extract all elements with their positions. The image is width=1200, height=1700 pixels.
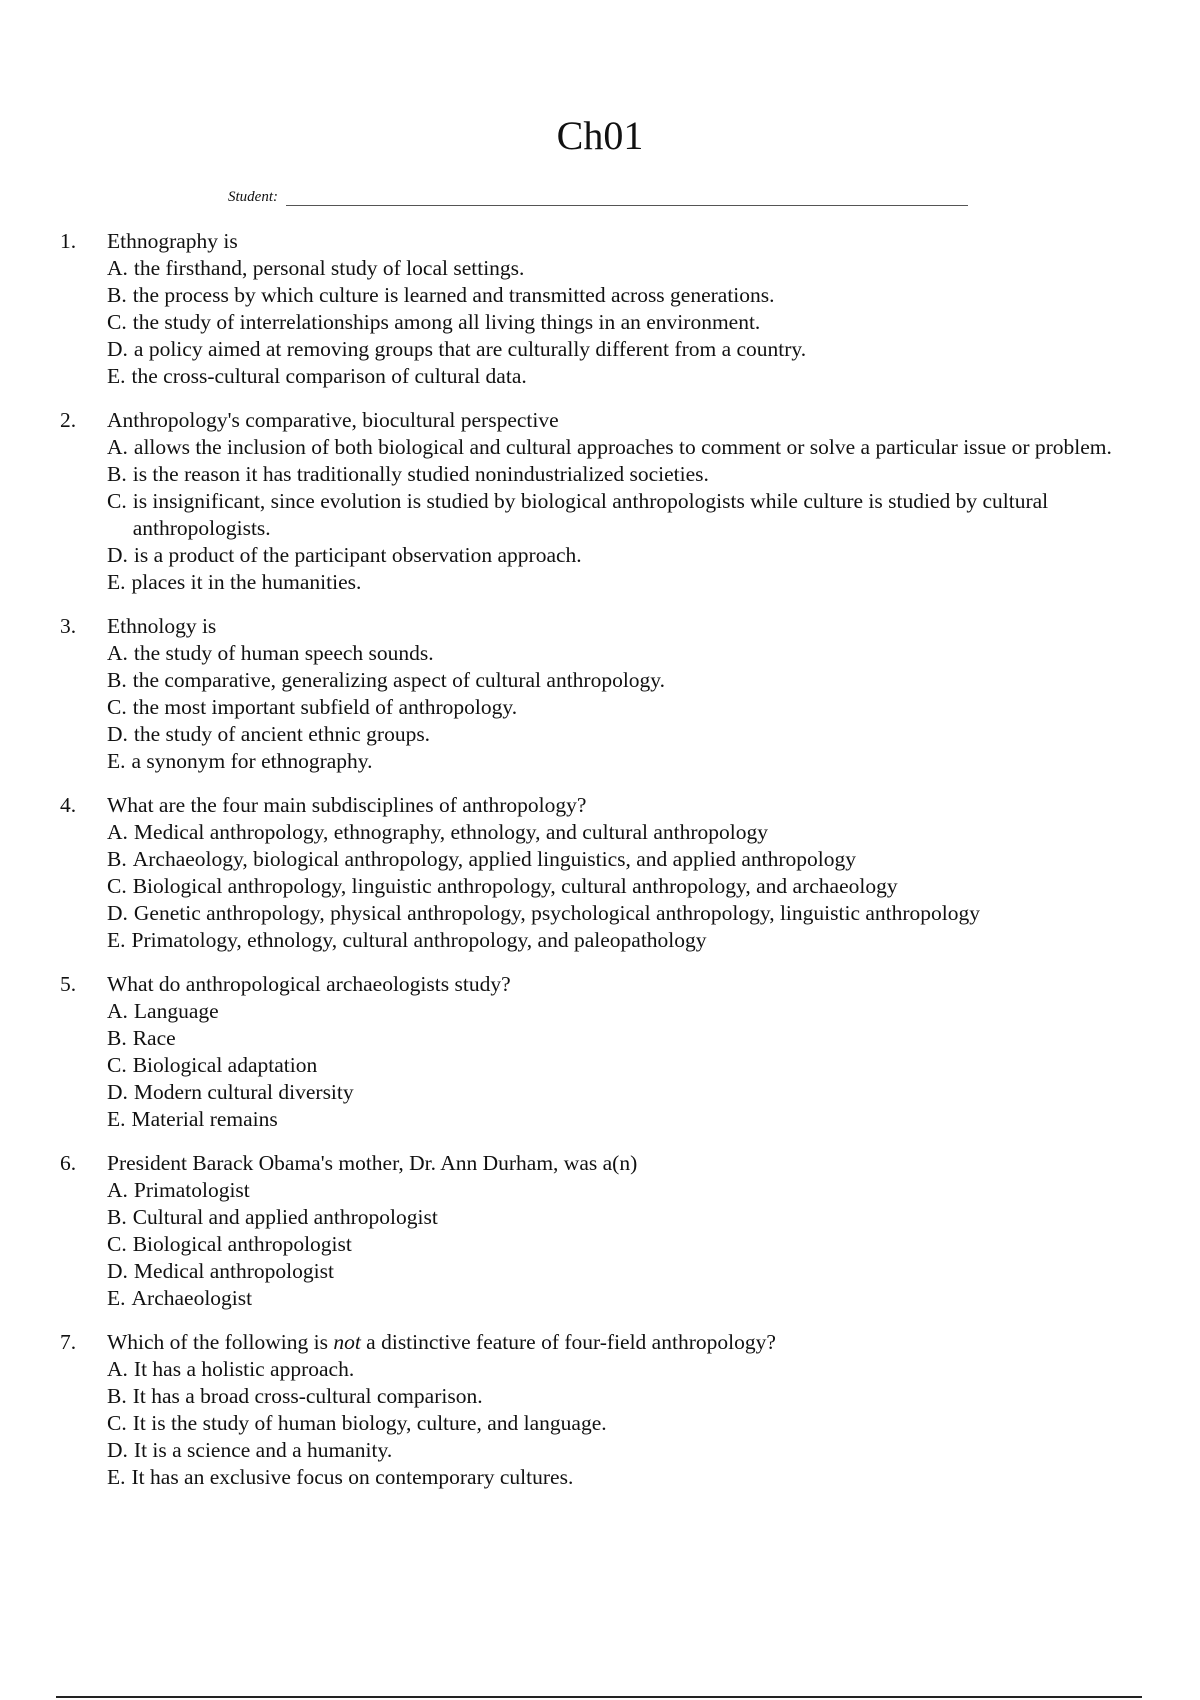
choice-d xyxy=(107,542,1140,569)
choice-b xyxy=(107,461,1140,488)
choice-letter: D. xyxy=(107,1438,128,1462)
student-field xyxy=(228,182,968,206)
choice-text: Archaeology, biological anthropology, applied linguistics, and applied anthropology xyxy=(132,847,856,871)
choice-c xyxy=(107,488,1140,542)
choice-letter: E. xyxy=(107,928,126,952)
choice-letter: B. xyxy=(107,1205,127,1229)
choice-text: allows the inclusion of both biological and cultural approaches to comment or solve a particular issue or problem. xyxy=(133,435,1112,459)
question-body xyxy=(107,792,1140,954)
question-body xyxy=(107,407,1140,596)
choice-b xyxy=(107,1025,1140,1052)
choice-text: the most important subfield of anthropology. xyxy=(132,695,518,719)
choice-c xyxy=(107,1231,1140,1258)
question-4 xyxy=(60,792,1140,954)
question-7 xyxy=(60,1329,1140,1491)
question-number: 6. xyxy=(60,1151,77,1175)
question-number: 2. xyxy=(60,408,77,432)
choice-letter: C. xyxy=(107,695,127,719)
choice-a xyxy=(107,1177,1140,1204)
question-number: 5. xyxy=(60,972,77,996)
choice-letter: D. xyxy=(107,337,128,361)
choice-a xyxy=(107,434,1140,461)
choice-letter: A. xyxy=(107,1357,128,1381)
choice-text: Race xyxy=(132,1026,176,1050)
question-2 xyxy=(60,407,1140,596)
stem-emphasis: not xyxy=(333,1330,361,1354)
choice-e xyxy=(107,569,1140,596)
choice-text: Language xyxy=(133,999,219,1023)
choice-letter: C. xyxy=(107,310,127,334)
choice-c xyxy=(107,694,1140,721)
choice-text: is insignificant, since evolution is studied by biological anthropologists while culture is studied by cultural anthropologists. xyxy=(132,489,1049,540)
choice-text: Primatology, ethnology, cultural anthropology, and paleopathology xyxy=(131,928,707,952)
student-name-line[interactable] xyxy=(286,188,968,206)
choice-e xyxy=(107,363,1140,390)
choice-letter: E. xyxy=(107,364,126,388)
choice-c xyxy=(107,1052,1140,1079)
question-body xyxy=(107,1150,1140,1312)
choice-e xyxy=(107,1464,1140,1491)
choice-text: It is the study of human biology, culture, and language. xyxy=(132,1411,607,1435)
choice-d xyxy=(107,721,1140,748)
choice-text: the study of interrelationships among all living things in an environment. xyxy=(132,310,761,334)
question-stem xyxy=(107,1329,1140,1356)
choice-c xyxy=(107,1410,1140,1437)
choice-d xyxy=(107,1258,1140,1285)
question-body xyxy=(107,613,1140,775)
choice-text: places it in the humanities. xyxy=(131,570,362,594)
page-title: Ch01 xyxy=(556,113,644,158)
choice-letter: B. xyxy=(107,462,127,486)
stem-text: a distinctive feature of four-field anthropology? xyxy=(360,1330,776,1354)
choice-b xyxy=(107,667,1140,694)
choice-letter: C. xyxy=(107,1232,127,1256)
choice-text: Biological anthropologist xyxy=(132,1232,352,1256)
question-stem: Ethnology is xyxy=(107,614,217,638)
choice-letter: D. xyxy=(107,1259,128,1283)
question-list xyxy=(60,228,1140,1508)
choice-text: the process by which culture is learned and transmitted across generations. xyxy=(132,283,775,307)
choice-letter: A. xyxy=(107,999,128,1023)
choice-text: Cultural and applied anthropologist xyxy=(132,1205,438,1229)
choice-letter: D. xyxy=(107,1080,128,1104)
choice-c xyxy=(107,309,1140,336)
question-1 xyxy=(60,228,1140,390)
choice-a xyxy=(107,640,1140,667)
choice-letter: B. xyxy=(107,668,127,692)
choice-text: the firsthand, personal study of local settings. xyxy=(133,256,525,280)
question-number: 1. xyxy=(60,229,77,253)
question-body xyxy=(107,228,1140,390)
question-5 xyxy=(60,971,1140,1133)
choice-text: the cross-cultural comparison of cultural data. xyxy=(131,364,527,388)
choice-a xyxy=(107,1356,1140,1383)
choice-text: Medical anthropology, ethnography, ethnology, and cultural anthropology xyxy=(133,820,768,844)
footer-divider xyxy=(56,1696,1142,1698)
choice-text: Material remains xyxy=(131,1107,278,1131)
question-stem: Ethnography is xyxy=(107,229,238,253)
choice-letter: E. xyxy=(107,1286,126,1310)
question-number: 7. xyxy=(60,1330,77,1354)
choice-a xyxy=(107,255,1140,282)
choice-letter: E. xyxy=(107,1465,126,1489)
choice-e xyxy=(107,1106,1140,1133)
question-number: 4. xyxy=(60,793,77,817)
stem-text: Which of the following is xyxy=(107,1330,334,1354)
choice-letter: B. xyxy=(107,847,127,871)
question-number: 3. xyxy=(60,614,77,638)
choice-letter: A. xyxy=(107,435,128,459)
choice-a xyxy=(107,819,1140,846)
choice-letter: E. xyxy=(107,570,126,594)
question-3 xyxy=(60,613,1140,775)
choice-a xyxy=(107,998,1140,1025)
choice-letter: D. xyxy=(107,901,128,925)
choice-text: It has a holistic approach. xyxy=(133,1357,355,1381)
question-stem: What do anthropological archaeologists study? xyxy=(107,972,511,996)
choice-e xyxy=(107,748,1140,775)
choice-text: Biological anthropology, linguistic anthropology, cultural anthropology, and archaeology xyxy=(132,874,898,898)
choice-letter: D. xyxy=(107,722,128,746)
choice-text: It has an exclusive focus on contemporary cultures. xyxy=(131,1465,574,1489)
question-6 xyxy=(60,1150,1140,1312)
choice-letter: A. xyxy=(107,820,128,844)
choice-text: Modern cultural diversity xyxy=(133,1080,354,1104)
choice-text: Biological adaptation xyxy=(132,1053,318,1077)
choice-e xyxy=(107,1285,1140,1312)
choice-c xyxy=(107,873,1140,900)
choice-letter: B. xyxy=(107,1026,127,1050)
choice-text: is a product of the participant observation approach. xyxy=(133,543,582,567)
choice-letter: E. xyxy=(107,749,126,773)
choice-letter: C. xyxy=(107,1053,127,1077)
choice-b xyxy=(107,1383,1140,1410)
student-label: Student: xyxy=(228,189,278,205)
choice-text: is the reason it has traditionally studied nonindustrialized societies. xyxy=(132,462,709,486)
choice-letter: C. xyxy=(107,1411,127,1435)
choice-e xyxy=(107,927,1140,954)
question-body xyxy=(107,1329,1140,1491)
choice-d xyxy=(107,336,1140,363)
choice-text: Genetic anthropology, physical anthropology, psychological anthropology, linguistic anthropology xyxy=(133,901,981,925)
choice-letter: A. xyxy=(107,1178,128,1202)
choice-letter: E. xyxy=(107,1107,126,1131)
question-stem: President Barack Obama's mother, Dr. Ann Durham, was a(n) xyxy=(107,1151,638,1175)
choice-d xyxy=(107,900,1140,927)
question-stem: What are the four main subdisciplines of anthropology? xyxy=(107,793,587,817)
choice-b xyxy=(107,282,1140,309)
choice-letter: B. xyxy=(107,283,127,307)
question-stem: Anthropology's comparative, biocultural perspective xyxy=(107,408,559,432)
choice-d xyxy=(107,1437,1140,1464)
choice-letter: A. xyxy=(107,256,128,280)
choice-d xyxy=(107,1079,1140,1106)
choice-letter: D. xyxy=(107,543,128,567)
choice-letter: C. xyxy=(107,874,127,898)
choice-text: Archaeologist xyxy=(131,1286,253,1310)
choice-b xyxy=(107,846,1140,873)
choice-text: the study of human speech sounds. xyxy=(133,641,434,665)
choice-text: It is a science and a humanity. xyxy=(133,1438,393,1462)
choice-text: the comparative, generalizing aspect of cultural anthropology. xyxy=(132,668,666,692)
choice-letter: C. xyxy=(107,489,127,513)
choice-text: It has a broad cross-cultural comparison. xyxy=(132,1384,483,1408)
question-body xyxy=(107,971,1140,1133)
choice-text: the study of ancient ethnic groups. xyxy=(133,722,431,746)
choice-text: Medical anthropologist xyxy=(133,1259,334,1283)
choice-b xyxy=(107,1204,1140,1231)
choice-letter: A. xyxy=(107,641,128,665)
choice-text: a synonym for ethnography. xyxy=(131,749,373,773)
choice-text: a policy aimed at removing groups that are culturally different from a country. xyxy=(133,337,807,361)
choice-letter: B. xyxy=(107,1384,127,1408)
choice-text: Primatologist xyxy=(133,1178,250,1202)
